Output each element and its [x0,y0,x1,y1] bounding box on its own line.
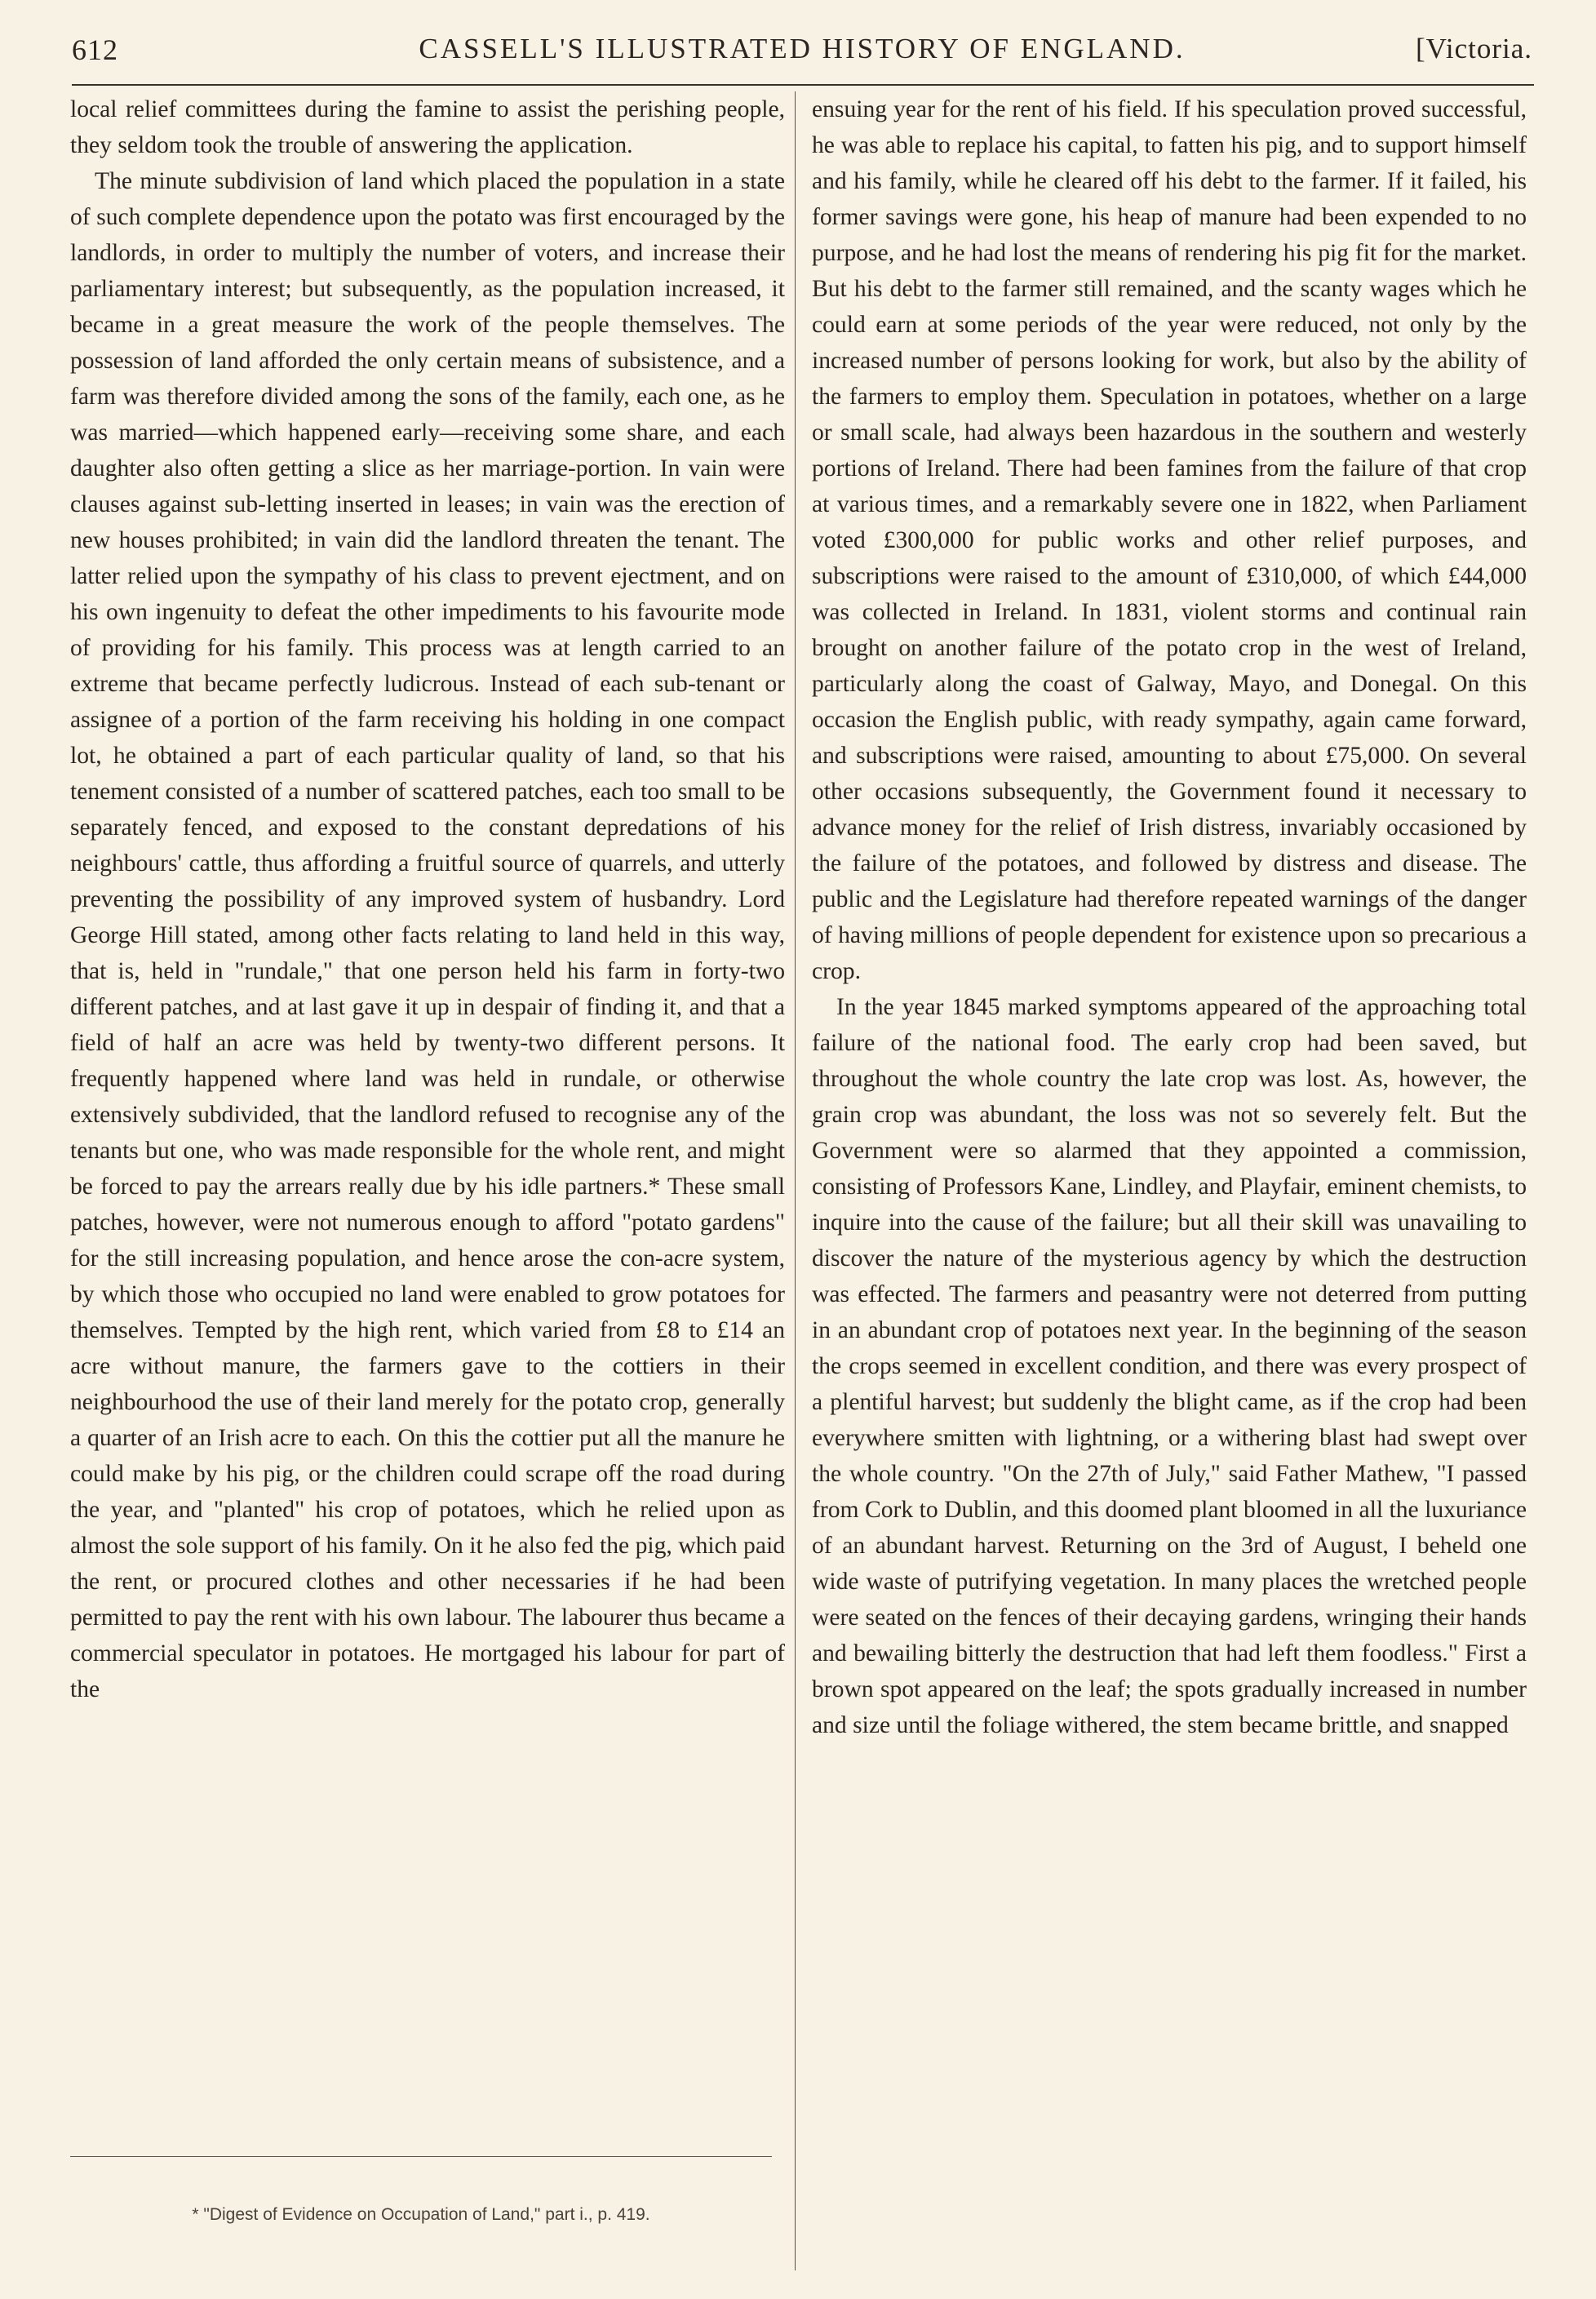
left-column [70,91,785,1707]
right-column [812,91,1527,1743]
footnote: * "Digest of Evidence on Occupation of Land," part i., p. 419. [192,2205,650,2224]
section-label: [Victoria. [1416,33,1532,64]
paragraph: ensuing year for the rent of his field. If his speculation proved successful, he was able to replace his capital, to fatten his pig, and to support himself and his family, while he cleared off his debt to the farmer. If it failed, his former savings were gone, his heap of manure had been expended to no purpose, and he had lost the means of rendering his pig fit for the market. But his debt to the farmer still remained, and the scanty wages which he could earn at some periods of the year were reduced, not only by the increased number of persons looking for work, but also by the ability of the farmers to employ them. Speculation in potatoes, whether on a large or small scale, had always been hazardous in the southern and westerly portions of Ireland. There had been famines from the failure of that crop at various times, and a remarkably severe one in 1822, when Parliament voted £300,000 for public works and other relief purposes, and subscriptions were raised to the amount of £310,000, of which £44,000 was collected in Ireland. In 1831, violent storms and continual rain brought on another failure of the potato crop in the west of Ireland, particularly along the coast of Galway, Mayo, and Donegal. On this occasion the English public, with ready sympathy, again came forward, and subscriptions were raised, amounting to about £75,000. On several other occasions subsequently, the Government found it necessary to advance money for the relief of Irish distress, invariably occasioned by the failure of the potatoes, and followed by distress and disease. The public and the Legislature had therefore repeated warnings of the danger of having millions of people dependent for existence upon so precarious a crop. [812,96,1527,984]
paragraph: local relief committees during the famine to assist the perishing people, they seldom took the trouble of answering the application. [70,96,785,158]
column-divider [795,91,796,2270]
header-rule [72,84,1534,86]
paragraph: The minute subdivision of land which placed the population in a state of such complete dependence upon the potato was first encouraged by the landlords, in order to multiply the number of voters, and increase their parliamentary interest; but subsequently, as the population increased, it became in a great measure the work of the people themselves. The possession of land afforded the only certain means of subsistence, and a farm was therefore divided among the sons of the family, each one, as he was married—which happened early—receiving some share, and each daughter also often getting a slice as her marriage-portion. In vain were clauses against sub-letting inserted in leases; in vain was the erection of new houses prohibited; in vain did the landlord threaten the tenant. The latter relied upon the sympathy of his class to prevent ejectment, and on his own ingenuity to defeat the other impediments to his favourite mode of providing for his family. This process was at length carried to an extreme that became perfectly ludicrous. Instead of each sub-tenant or assignee of a portion of the farm receiving his holding in one compact lot, he obtained a part of each particular quality of land, so that his tenement consisted of a number of scattered patches, each too small to be separately fenced, and exposed to the constant depredations of his neighbours' cattle, thus affording a fruitful source of quarrels, and utterly preventing the possibility of any improved system of husbandry. Lord George Hill stated, among other facts relating to land held in this way, that is, held in "rundale," that one person held his farm in forty-two different patches, and at last gave it up in despair of finding it, and that a field of half an acre was held by twenty-two different persons. It frequently happened where land was held in rundale, or otherwise extensively subdivided, that the landlord refused to recognise any of the tenants but one, who was made responsible for the whole rent, and might be forced to pay the arrears really due by his idle partners.* These small patches, however, were not numerous enough to afford "potato gardens" for the still increasing population, and hence arose the con-acre system, by which those who occupied no land were enabled to grow potatoes for themselves. Tempted by the high rent, which varied from £8 to £14 an acre without manure, the farmers gave to the cottiers in their neighbourhood the use of their land merely for the potato crop, generally a quarter of an Irish acre to each. On this the cottier put all the manure he could make by his pig, or the children could scrape off the road during the year, and "planted" his crop of potatoes, which he relied upon as almost the sole support of his family. On it he also fed the pig, which paid the rent, or procured clothes and other necessaries if he had been permitted to pay the rent with his own labour. The labourer thus became a commercial speculator in potatoes. He mortgaged his labour for part of the [70,168,785,1702]
page-number: 612 [72,33,118,66]
page-header [72,33,1532,82]
footnote-rule [70,2156,772,2157]
running-title: CASSELL'S ILLUSTRATED HISTORY OF ENGLAND. [419,33,1186,64]
paragraph: In the year 1845 marked symptoms appeared of the approaching total failure of the national food. The early crop had been saved, but throughout the whole country the late crop was lost. As, however, the grain crop was abundant, the loss was not so severely felt. But the Government were so alarmed that they appointed a commission, consisting of Professors Kane, Lindley, and Playfair, eminent chemists, to inquire into the cause of the failure; but all their skill was unavailing to discover the nature of the mysterious agency by which the destruction was effected. The farmers and peasantry were not deterred from putting in an abundant crop of potatoes next year. In the beginning of the season the crops seemed in excellent condition, and there was every prospect of a plentiful harvest; but suddenly the blight came, as if the crop had been everywhere smitten with lightning, or a withering blast had swept over the whole country. "On the 27th of July," said Father Mathew, "I passed from Cork to Dublin, and this doomed plant bloomed in all the luxuriance of an abundant harvest. Returning on the 3rd of August, I beheld one wide waste of putrifying vegetation. In many places the wretched people were seated on the fences of their decaying gardens, wringing their hands and bewailing bitterly the destruction that had left them foodless." First a brown spot appeared on the leaf; the spots gradually increased in number and size until the foliage withered, the stem became brittle, and snapped [812,994,1527,1738]
